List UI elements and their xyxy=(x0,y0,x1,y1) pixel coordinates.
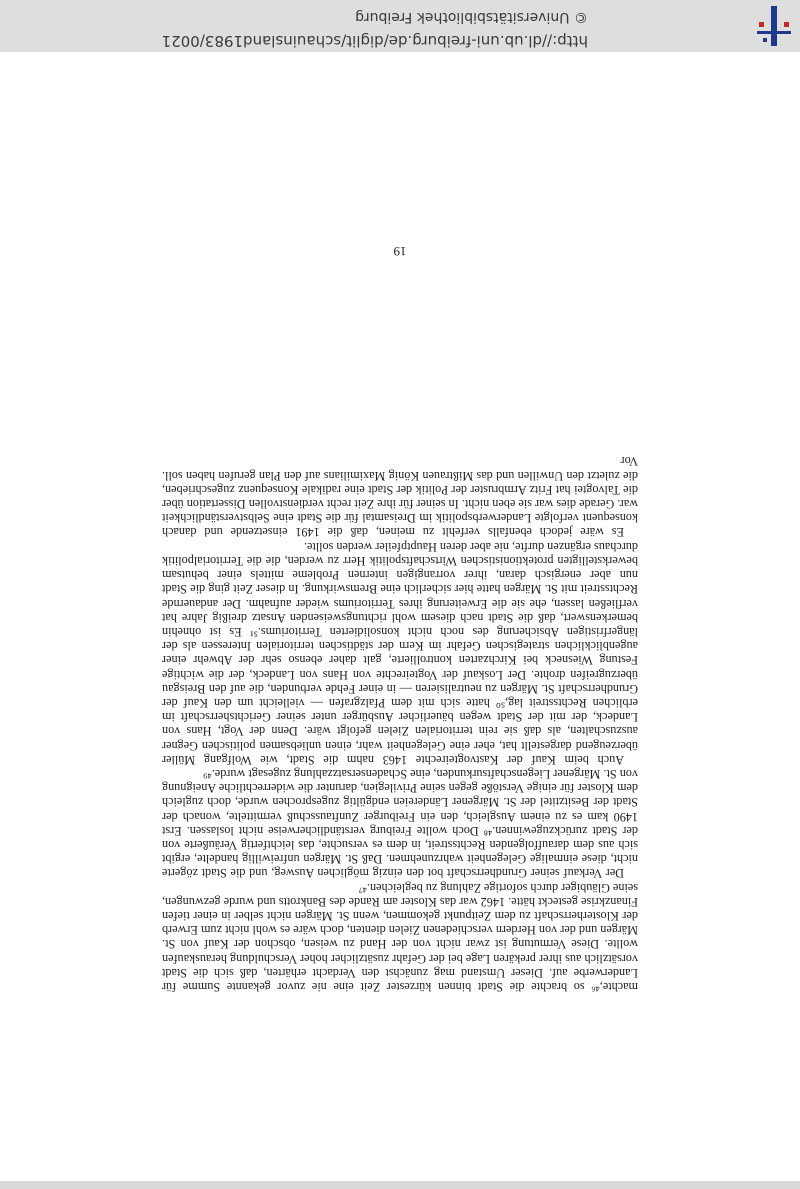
library-copyright: © Universitätsbibliothek Freiburg xyxy=(355,9,588,25)
source-url-link[interactable]: http://dl.ub.uni-freiburg.de/diglit/schauinsland1983/0021 xyxy=(161,32,588,50)
paragraph: machte,⁴⁶ so brachte die Stadt binnen kürzester Zeit eine nie zuvor gekannte Summe für Landerwerbe auf. Dieser Umstand mag zunächst den Verdacht erhärten, daß sich die Stadt vorsätzlich aus ihrer prekären Lage bei der Gefahr zusätzlicher hoher Verschuldung herauskaufen wollte. Diese Vermutung ist zwar nicht von der Hand zu weisen, obschon der Kauf von St. Märgen und der von Herdern verschiedenen Zielen dienten, doch wäre es wohl nicht zum Erwerb der Klosterherrschaft zu dem Zeitpunkt gekommen, wenn St. Märgen nicht selber in einer tiefen Finanzkrise gesteckt hätte. 1462 war das Kloster am Rande des Bankrotts und wurde gezwungen, seine Gläubiger durch sofortige Zahlung zu begleichen.⁴⁷ xyxy=(162,880,638,994)
paragraph: Der Verkauf seiner Grundherrschaft bot den einzig möglichen Ausweg, und die Stadt zögerte nicht, diese einmalige Gelegenheit wahrzunehmen. Daß St. Märgen unfreiwillig handelte, ergibt sich aus dem darauffolgenden Rechtsstreit, in dem es versuchte, das leichtfertig Veräußerte von der Stadt zurückzugewinnen.⁴⁸ Doch wollte Freiburg verständlicherweise nicht loslassen. Erst 1490 kam es zu einem Ausgleich, den ein Freiburger Zunftausschuß vermittelte, wonach der Stadt der Besitztitel der St. Märgener Ländereien endgültig zugesprochen wurde, doch zugleich dem Kloster für einige Verstöße gegen seine Privilegien, darunter die widerrechtliche Aneignung von St. Märgener Liegenschaftsurkunden, eine Schadensersatzzahlung zugesagt wurde.⁴⁹ xyxy=(162,766,638,881)
body-text xyxy=(162,454,638,994)
header-bar xyxy=(0,0,800,52)
page-number: 19 xyxy=(393,244,407,259)
footer-bar xyxy=(0,1181,800,1189)
paragraph: Auch beim Kauf der Kastvogteirechte 1463 nahm die Stadt, wie Wolfgang Müller überzeugend dargestellt hat, eher eine Gelegenheit wahr, einen unliebsamen politischen Gegner auszuschalten, als daß sie rein territorialen Zielen gefolgt wäre. Denn der Vogt, Hans von Landeck, der mit der Stadt wegen bäuerlicher Ausbürger unter seiner Gerichtsherrschaft im erblichen Rechtsstreit lag,⁵⁰ hatte sich mit dem Pfalzgrafen — vielleicht um den Kauf der Grundherrschaft St. Märgen zu neutralisieren — in einer Fehde verbunden, die auf den Breisgau überzugreifen drohte. Der Loskauf der Vogteirechte von Hans von Landeck, der die wichtige Festung Wiesneck bei Kirchzarten kontrollierte, galt daher ebenso sehr der Abwehr einer augenblicklichen strategischen Gefahr im Kern der städtischen territorialen Interessen als der längerfristigen Absicherung des noch nicht konsolidierten Territoriums.⁵¹ Es ist ohnehin bemerkenswert, daß die Stadt nach diesem wohl richtungsweisenden Ansatz dreißig Jahre hat verfließen lassen, ehe sie die Erweiterung ihres Territoriums wieder aufnahm. Der andauernde Rechtsstreit mit St. Märgen hatte hier sicherlich eine Bremswirkung. In dieser Zeit ging die Stadt nun aber energisch daran, ihrer vorrangigen internen Probleme mittels einer behutsam bewerkstelligten protektionistischen Wirtschaftspolitik Herr zu werden, die die Territorialpolitik durchaus ergänzen durfte, nie aber deren Hauptpfeiler werden sollte. xyxy=(162,539,638,767)
paragraph: Es wäre jedoch ebenfalls verfehlt zu meinen, daß die 1491 einsetzende und danach konsequent verfolgte Landerwerbspolitik im Dreisamtal für die Stadt eine Selbstverständlichkeit war. Gerade dies war sie eben nicht. In seiner für ihre Zeit recht verdienstvollen Dissertation über die Talvogtei hat Fritz Armbruster der Politik der Stadt eine radikale Konsequenz zugeschrieben, die zuletzt den Unwillen und das Mißtrauen König Maximilians auf den Plan gerufen haben soll. Vor xyxy=(162,454,638,540)
university-logo-icon xyxy=(754,6,794,46)
